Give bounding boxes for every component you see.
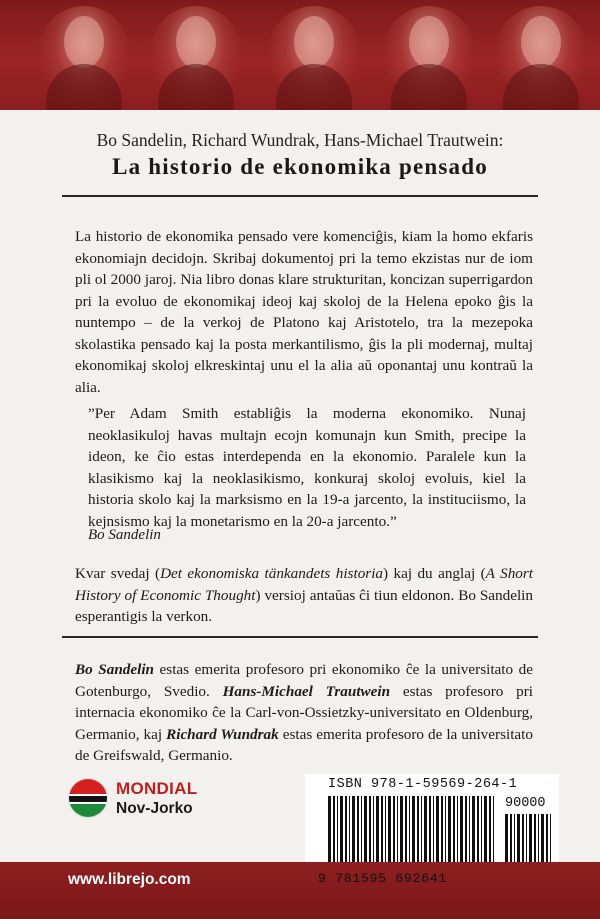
barcode-bar xyxy=(397,796,398,870)
bio-name: Richard Wundrak xyxy=(166,725,279,743)
barcode-bar xyxy=(393,796,395,870)
barcode-icon xyxy=(328,796,496,870)
english-title: A Short History of Economic Thought xyxy=(75,565,534,604)
barcode-bar xyxy=(340,796,343,870)
quote-paragraph: ”Per Adam Smith establiĝis la moderna ekonomiko. Nunaj neoklasikuloj havas multajn ecojn komunajn kun Smith, precipe la ideon, ke ĉio estas interdependa en la ekonomio. Paralele kun la klasikismo kaj la neoklasikismo, konkuraj skoloj evoluis, kiel la historia skolo kaj la marksismo en la 19-a jarcento, la instituciismo, la kejnsismo kaj la monetarismo en la 20-a jarcento.” xyxy=(88,405,526,530)
book-title: La historio de ekonomika pensado xyxy=(112,154,488,179)
barcode-bar xyxy=(405,796,407,870)
barcode-bar xyxy=(457,796,458,870)
barcode-bar xyxy=(328,796,331,870)
barcode-bar xyxy=(441,796,443,870)
publisher-city: Nov-Jorko xyxy=(116,800,193,817)
barcode-bar xyxy=(489,796,491,870)
bio-name: Bo Sandelin xyxy=(75,661,154,678)
barcode-bar xyxy=(400,796,403,870)
barcode-bar xyxy=(453,796,455,870)
isbn-text: ISBN 978-1-59569-264-1 xyxy=(328,777,518,792)
book-authors: Bo Sandelin, Richard Wundrak, Hans-Michael Trautwein: xyxy=(96,130,504,150)
portrait-icon xyxy=(38,6,130,110)
quote-author: Bo Sandelin xyxy=(88,527,161,543)
barcode-bar xyxy=(333,796,335,870)
barcode-bar xyxy=(388,796,391,870)
price-code: 90000 xyxy=(505,796,546,811)
title-divider xyxy=(62,195,538,197)
barcode-bar xyxy=(381,796,383,870)
translations-paragraph: Kvar svedaj (Det ekonomiska tänkandets historia) kaj du anglaj (A Short History of Economic Thought) versioj antaŭas ĉi tiun eldonon. Bo Sandelin esperantigis la verkon. xyxy=(75,565,534,625)
barcode-bar xyxy=(373,796,374,870)
barcode-bar xyxy=(477,796,479,870)
barcode-bar xyxy=(357,796,359,870)
barcode-digits: 9 781595 692641 xyxy=(318,871,448,886)
barcode-bar xyxy=(484,796,487,870)
barcode-bar xyxy=(345,796,347,870)
portrait-icon xyxy=(383,6,475,110)
intro-paragraph: La historio de ekonomika pensado vere komenciĝis, kiam la homo ekfaris ekonomiajn decidojn. Skribaj dokumentoj pri la temo ekzistas nur de iom pli ol 2000 jaroj. Nia libro donas klare strukturitan, koncizan superrigardon pri la evoluo de ekonomikaj ideoj kaj skoloj de la Helena epoko ĝis la nuntempo – de la verkoj de Platono kaj Aristotelo, tra la mezepoka skolastika pensado kaj la posta merkantilismo, ĝis la pli modernaj, multaj ekonomikaj skoloj elkreskintaj unu el la alia aŭ oponantaj unu kontraŭ la alia. xyxy=(75,228,533,396)
barcode-bar xyxy=(493,796,494,870)
barcode-bar xyxy=(421,796,422,870)
barcode-bar xyxy=(364,796,367,870)
website-link[interactable]: www.librejo.com xyxy=(68,871,191,888)
mondial-logo-icon xyxy=(68,778,108,818)
barcode-bar xyxy=(412,796,415,870)
bio-divider xyxy=(62,636,538,638)
barcode-bar xyxy=(433,796,434,870)
bio-name: Hans-Michael Trautwein xyxy=(222,682,391,700)
barcode-bar xyxy=(376,796,379,870)
barcode-bar xyxy=(424,796,427,870)
barcode-bar xyxy=(369,796,371,870)
publisher-name: MONDIAL xyxy=(116,779,198,798)
portrait-icon xyxy=(268,6,360,110)
barcode-bar xyxy=(349,796,350,870)
barcode-bar xyxy=(465,796,467,870)
barcode-bar xyxy=(409,796,410,870)
portrait-icon xyxy=(150,6,242,110)
barcode-bar xyxy=(436,796,439,870)
barcode-bar xyxy=(337,796,338,870)
swedish-title: Det ekonomiska tänkandets historia xyxy=(160,565,384,582)
portrait-icon xyxy=(495,6,587,110)
barcode-bar xyxy=(385,796,386,870)
portrait-banner xyxy=(0,0,600,110)
barcode-bar xyxy=(445,796,446,870)
barcode-bar xyxy=(417,796,419,870)
barcode-bar xyxy=(472,796,475,870)
barcode-bar xyxy=(448,796,451,870)
barcode-bar xyxy=(429,796,431,870)
barcode-bar xyxy=(469,796,470,870)
barcode-bar xyxy=(460,796,463,870)
barcode-bar xyxy=(361,796,362,870)
authors-bio: Bo Sandelin estas emerita profesoro pri ekonomiko ĉe la universitato de Gotenburgo, Svedio. Hans-Michael Trautwein estas profesoro pri internacia ekonomiko ĉe la Carl-von-Ossietzky-universitato en Oldenburg, Germanio, kaj Richard Wundrak estas emerita profesoro de la universitato de Greifswald, Germanio. xyxy=(75,661,533,764)
barcode-bar xyxy=(352,796,355,870)
barcode-bar xyxy=(481,796,482,870)
